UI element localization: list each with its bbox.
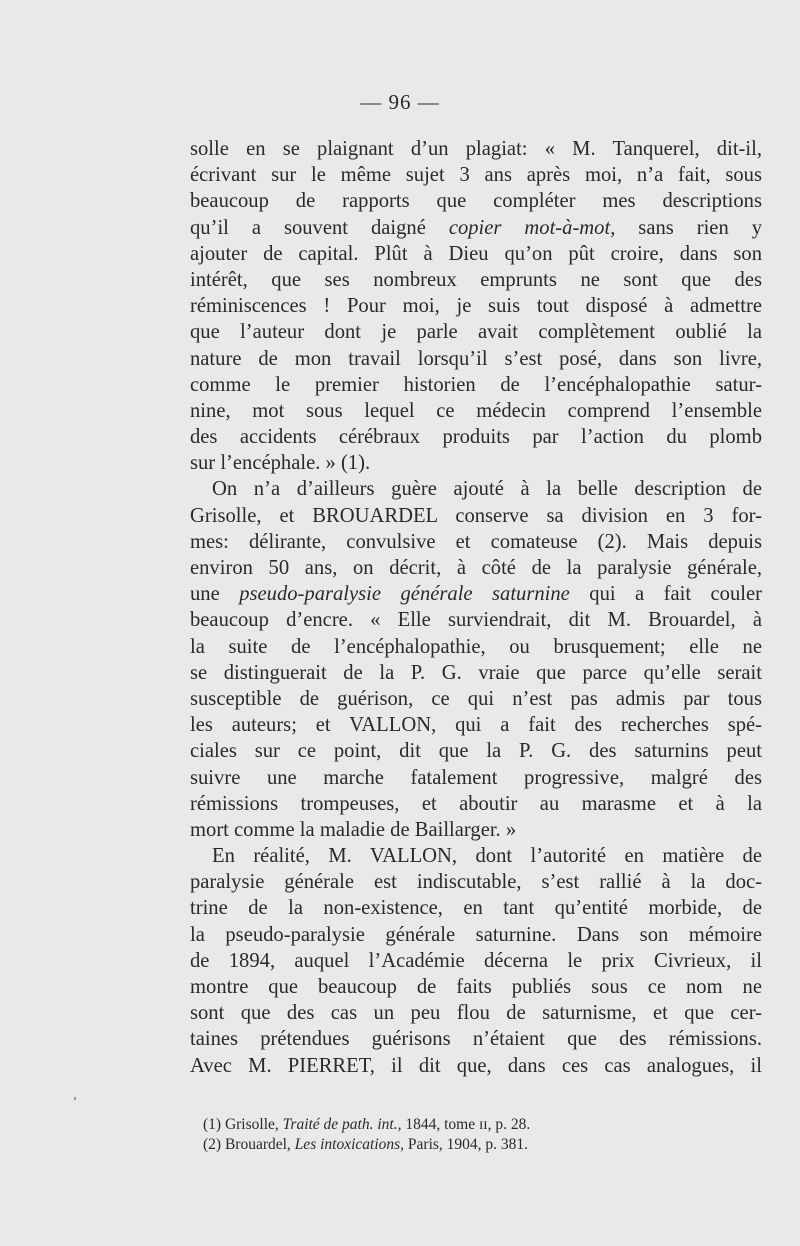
footnote bbox=[203, 1115, 763, 1135]
footnote-text: (1) Grisolle, bbox=[203, 1116, 283, 1133]
text-segment: qu’il a souvent daigné bbox=[190, 216, 449, 239]
text-line: taines prétendues guérisons n’étaient que des rémissions. bbox=[190, 1028, 762, 1051]
text-line: de 1894, auquel l’Académie décerna le prix Civrieux, il bbox=[190, 949, 762, 972]
text-line bbox=[190, 581, 762, 607]
footnotes bbox=[203, 1115, 763, 1155]
text-segment: une bbox=[190, 583, 240, 606]
text-line: des accidents cérébraux produits par l’action du plomb bbox=[190, 426, 762, 449]
text-line: beaucoup de rapports que compléter mes descriptions bbox=[190, 190, 762, 213]
text-line: sur l’encéphale. » (1). bbox=[190, 452, 371, 475]
text-line: que l’auteur dont je parle avait complètement oublié la bbox=[190, 321, 762, 344]
text-line: mes: délirante, convulsive et comateuse (2). Mais depuis bbox=[190, 530, 762, 553]
text-line: mort comme la maladie de Baillarger. » bbox=[190, 818, 517, 841]
text-line: paralysie générale est indiscutable, s’est rallié à la doc- bbox=[190, 871, 762, 894]
text-line: nature de mon travail lorsqu’il s’est posé, dans son livre, bbox=[190, 347, 762, 370]
text-line: les auteurs; et VALLON, qui a fait des recherches spé- bbox=[190, 714, 762, 737]
text-segment: qui a fait couler bbox=[569, 583, 762, 606]
footnote-title: Traité de path. int., bbox=[282, 1116, 402, 1133]
text-line: ciales sur ce point, dit que la P. G. des saturnins peut bbox=[190, 740, 762, 763]
text-line: nine, mot sous lequel ce médecin comprend l’ensemble bbox=[190, 399, 762, 422]
footnote bbox=[203, 1135, 763, 1155]
italic-text: copier mot-à-mot, bbox=[448, 216, 616, 239]
text-line: réminiscences ! Pour moi, je suis tout disposé à admettre bbox=[190, 295, 762, 318]
text-line: On n’a d’ailleurs guère ajouté à la belle description de bbox=[212, 478, 762, 501]
text-line: la suite de l’encéphalopathie, ou brusquement; elle ne bbox=[190, 635, 762, 658]
text-line: solle en se plaignant d’un plagiat: « M. Tanquerel, dit-il, bbox=[190, 138, 762, 160]
text-line: se distinguerait de la P. G. vraie que parce qu’elle serait bbox=[190, 661, 762, 684]
text-line: la pseudo-paralysie générale saturnine. Dans son mémoire bbox=[190, 923, 762, 946]
text-line: susceptible de guérison, ce qui n’est pas admis par tous bbox=[190, 687, 762, 710]
text-line: environ 50 ans, on décrit, à côté de la paralysie générale, bbox=[190, 557, 762, 579]
text-line: beaucoup d’encre. « Elle surviendrait, dit M. Brouardel, à bbox=[190, 609, 762, 632]
text-segment: sans rien y bbox=[615, 216, 762, 239]
text-line: comme le premier historien de l’encéphalopathie satur- bbox=[190, 373, 762, 396]
page-number: — 96 — bbox=[360, 90, 440, 114]
text-line: écrivant sur le même sujet 3 ans après moi, n’a fait, sous bbox=[190, 164, 762, 187]
text-line: Avec M. PIERRET, il dit que, dans ces cas analogues, il bbox=[190, 1054, 762, 1077]
text-line: sont que des cas un peu flou de saturnisme, et que cer- bbox=[190, 1002, 762, 1025]
paper-speck bbox=[74, 1097, 76, 1100]
body-text bbox=[190, 136, 762, 1079]
text-line: trine de la non-existence, en tant qu’entité morbide, de bbox=[190, 897, 762, 920]
italic-text: pseudo-paralysie générale saturnine bbox=[239, 583, 570, 606]
text-line: ajouter de capital. Plût à Dieu qu’on pût croire, dans son bbox=[190, 242, 762, 265]
footnote-title: Les intoxications, bbox=[294, 1136, 405, 1153]
text-line: En réalité, M. VALLON, dont l’autorité en matière de bbox=[212, 845, 762, 868]
text-line: Grisolle, et BROUARDEL conserve sa division en 3 for- bbox=[190, 504, 762, 527]
text-line: intérêt, que ses nombreux emprunts ne sont que des bbox=[190, 268, 762, 291]
footnote-text: 1844, tome ɪɪ, p. 28. bbox=[401, 1116, 531, 1133]
footnote-text: (2) Brouardel, bbox=[203, 1136, 295, 1153]
text-line bbox=[190, 215, 762, 241]
text-line: suivre une marche fatalement progressive, malgré des bbox=[190, 766, 762, 789]
footnote-text: Paris, 1904, p. 381. bbox=[404, 1136, 529, 1153]
text-line: montre que beaucoup de faits publiés sous ce nom ne bbox=[190, 976, 762, 998]
text-line: rémissions trompeuses, et aboutir au marasme et à la bbox=[190, 792, 762, 815]
